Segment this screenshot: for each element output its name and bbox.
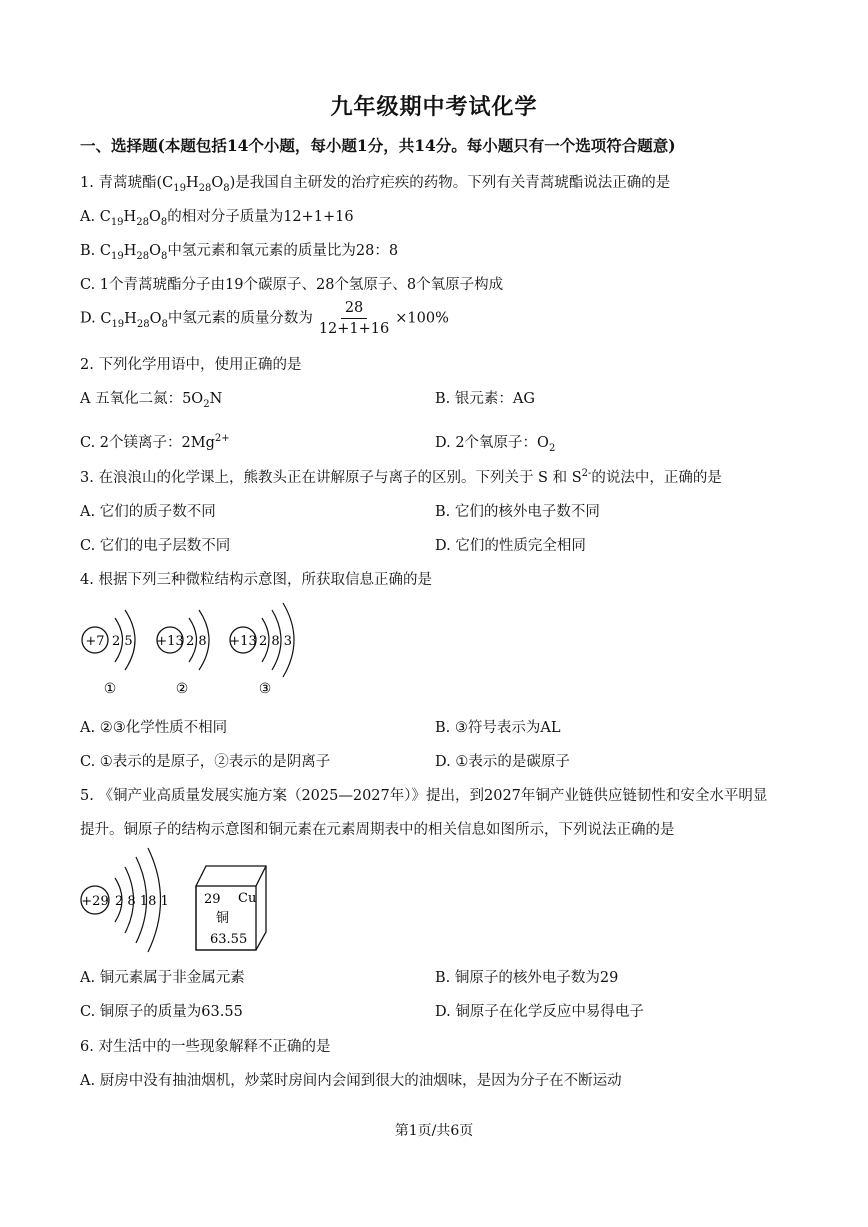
q5-option-c: C. 铜原子的质量为63.55 — [80, 1004, 243, 1020]
q4-option-a: A. ②③化学性质不相同 — [80, 720, 228, 736]
atom-diagram-1 — [82, 610, 135, 697]
nucleus-charge: +7 — [85, 634, 105, 649]
element-symbol: Cu — [238, 891, 257, 906]
q3-option-a: A. 它们的质子数不同 — [80, 504, 216, 520]
q2-option-b: B. 银元素：AG — [435, 391, 535, 407]
q2-stem: 2. 下列化学用语中，使用正确的是 — [80, 357, 302, 373]
atomic-mass: 63.55 — [210, 932, 248, 947]
formula: $C_{19}H_{28}O_8$ — [162, 175, 230, 194]
electron-counts: 2 5 — [112, 634, 133, 649]
q5-option-a: A. 铜元素属于非金属元素 — [80, 970, 245, 986]
q1-stem: 1. 青蒿琥酯$(C_{19}H_{28}O_8)$是我国自主研发的治疗疟疾的药物。下列有关青蒿琥酯说法正确的是 — [80, 175, 671, 194]
electron-counts: 2 8 3 — [259, 634, 293, 649]
nucleus-charge: +13 — [156, 634, 184, 649]
q6-stem: 6. 对生活中的一些现象解释不正确的是 — [80, 1039, 331, 1055]
formula: $C_{19}H_{28}O_8$ — [99, 209, 168, 228]
q4-option-c: C. ①表示的是原子，②表示的是阴离子 — [80, 754, 331, 770]
nucleus-charge: +29 — [81, 894, 109, 909]
page-title: 九年级期中考试化学 — [330, 94, 538, 120]
q3-option-b: B. 它们的核外电子数不同 — [435, 504, 600, 520]
q5-stem-line-2: 提升。铜原子的结构示意图和铜元素在元素周期表中的相关信息如图所示，下列说法正确的是 — [80, 822, 675, 838]
element-name: 铜 — [216, 911, 230, 926]
atom-diagram-2 — [156, 610, 209, 697]
atom-diagram-3 — [229, 603, 294, 697]
q1-option-d: D. $C_{19}H_{28}O_8$中氢元素的质量分数为 $\frac{28}{12+1+16}$ ×100% — [80, 300, 449, 337]
atom-structure-diagrams — [75, 600, 315, 700]
formula: $C_{19}H_{28}O_8$ — [100, 310, 168, 330]
electron-counts: 2 8 — [186, 634, 207, 649]
q2-option-c: C. 2个镁离子：$2Mg^{2+}$ — [80, 433, 230, 451]
copper-atom-diagram — [75, 845, 185, 955]
periodic-table-cell — [192, 862, 272, 954]
q4-stem: 4. 根据下列三种微粒结构示意图，所获取信息正确的是 — [80, 572, 432, 588]
q1-option-c: C. 1个青蒿琥酯分子由19个碳原子、28个氢原子、8个氧原子构成 — [80, 277, 504, 293]
q2-option-a: A 五氧化二氮：$5O_2N$ — [80, 391, 223, 410]
q3-option-d: D. 它们的性质完全相同 — [435, 538, 586, 554]
q5-stem-line-1: 5. 《铜产业高质量发展实施方案（2025—2027年）》提出，到2027年铜产业链供应链韧性和安全水平明显 — [80, 788, 768, 804]
diagram-label: ③ — [258, 681, 272, 697]
q1-option-a: A. $C_{19}H_{28}O_8$的相对分子质量为12+1+16 — [80, 209, 354, 228]
q5-option-d: D. 铜原子在化学反应中易得电子 — [435, 1004, 644, 1020]
q1-option-b: B. $C_{19}H_{28}O_8$中氢元素和氧元素的质量比为28：8 — [80, 243, 399, 262]
section-heading: 一、选择题(本题包括14个小题，每小题1分，共14分。每小题只有一个选项符合题意) — [80, 136, 676, 155]
fraction: $\frac{28}{12+1+16}$ — [318, 300, 390, 337]
q5-option-b: B. 铜原子的核外电子数为29 — [435, 970, 619, 986]
formula: $C_{19}H_{28}O_8$ — [99, 243, 168, 262]
q3-option-c: C. 它们的电子层数不同 — [80, 538, 231, 554]
nucleus-charge: +13 — [229, 634, 257, 649]
q2-option-d: D. 2个氧原子：$O_2$ — [435, 435, 556, 454]
q4-option-b: B. ③符号表示为AL — [435, 720, 561, 736]
electron-counts: 2 8 18 1 — [115, 894, 169, 909]
diagram-label: ② — [175, 681, 189, 697]
diagram-label: ① — [103, 681, 117, 697]
atomic-number: 29 — [204, 892, 221, 907]
q3-stem: 3. 在浪浪山的化学课上，熊教头正在讲解原子与离子的区别。下列关于 S 和 $S^{2-}$的说法中，正确的是 — [80, 468, 722, 486]
page-footer: 第1页/共6页 — [394, 1123, 474, 1139]
q6-option-a: A. 厨房中没有抽油烟机，炒菜时房间内会闻到很大的油烟味，是因为分子在不断运动 — [80, 1073, 622, 1089]
q4-option-d: D. ①表示的是碳原子 — [435, 754, 570, 770]
